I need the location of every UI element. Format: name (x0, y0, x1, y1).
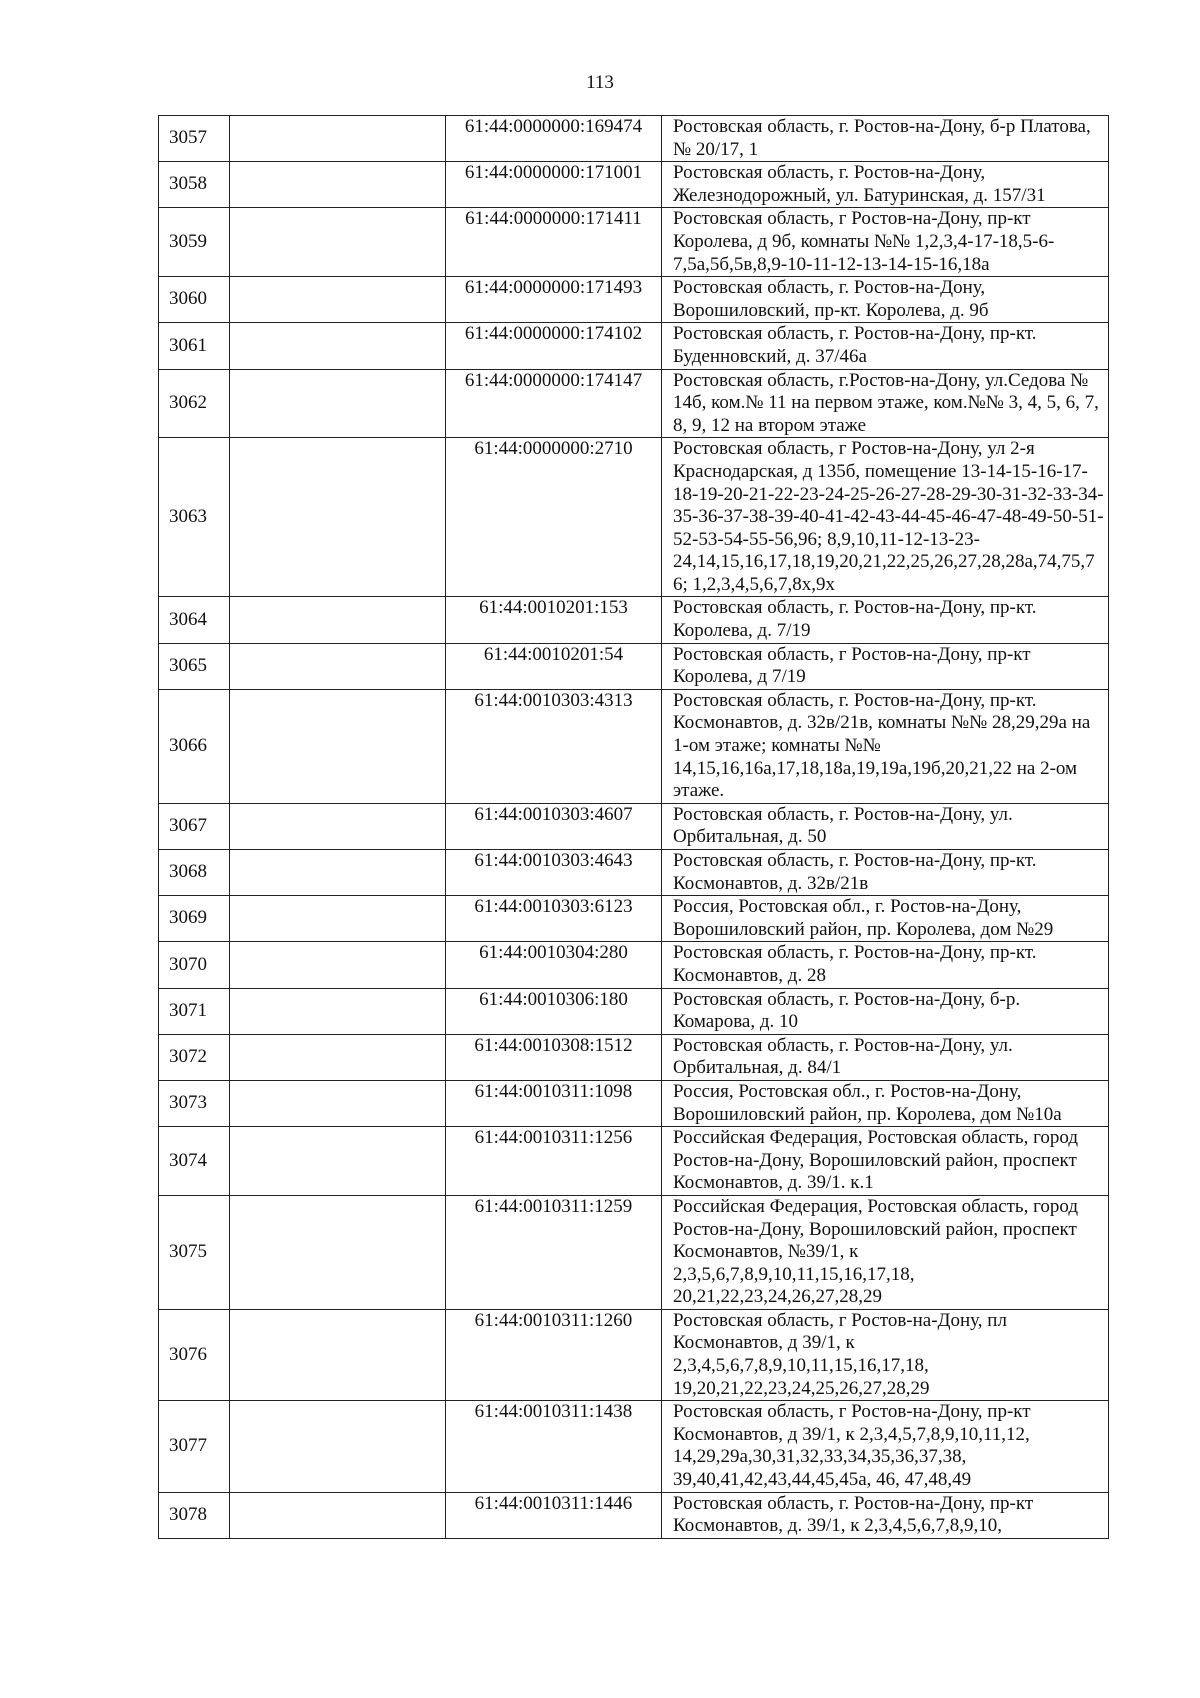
empty-cell (230, 369, 446, 438)
table-row (159, 1401, 1109, 1492)
address-cell: Ростовская область, г. Ростов-на-Дону, б-р. Комарова, д. 10 (662, 988, 1109, 1034)
row-number-cell: 3066 (159, 689, 230, 803)
address-cell: Россия, Ростовская обл., г. Ростов-на-Дону, Ворошиловский район, пр. Королева, дом №10а (662, 1080, 1109, 1126)
cadastral-number-cell: 61:44:0010304:280 (446, 942, 662, 988)
cadastral-number-cell: 61:44:0010303:6123 (446, 896, 662, 942)
table-row (159, 1195, 1109, 1309)
empty-cell (230, 208, 446, 277)
row-number-cell: 3067 (159, 803, 230, 849)
empty-cell (230, 803, 446, 849)
cadastral-number-cell: 61:44:0010201:54 (446, 643, 662, 689)
empty-cell (230, 1080, 446, 1126)
empty-cell (230, 1309, 446, 1400)
table-row (159, 850, 1109, 896)
registry-table (158, 115, 1109, 1539)
table-row (159, 1492, 1109, 1538)
empty-cell (230, 323, 446, 369)
table-row (159, 1034, 1109, 1080)
empty-cell (230, 438, 446, 597)
table-row (159, 896, 1109, 942)
address-cell: Ростовская область, г. Ростов-на-Дону, Железнодорожный, ул. Батуринская, д. 157/31 (662, 162, 1109, 208)
empty-cell (230, 1492, 446, 1538)
table-row (159, 597, 1109, 643)
address-cell: Ростовская область, г. Ростов-на-Дону, Ворошиловский, пр-кт. Королева, д. 9б (662, 277, 1109, 323)
row-number-cell: 3073 (159, 1080, 230, 1126)
table-row (159, 988, 1109, 1034)
cadastral-number-cell: 61:44:0010311:1438 (446, 1401, 662, 1492)
empty-cell (230, 689, 446, 803)
cadastral-number-cell: 61:44:0000000:174147 (446, 369, 662, 438)
address-cell: Ростовская область, г. Ростов-на-Дону, пр-кт. Буденновский, д. 37/46а (662, 323, 1109, 369)
page-number: 113 (586, 72, 614, 93)
cadastral-number-cell: 61:44:0010303:4313 (446, 689, 662, 803)
cadastral-number-cell: 61:44:0010311:1446 (446, 1492, 662, 1538)
address-cell: Ростовская область, г Ростов-на-Дону, пр-кт Королева, д 7/19 (662, 643, 1109, 689)
address-cell: Ростовская область, г. Ростов-на-Дону, ул. Орбитальная, д. 84/1 (662, 1034, 1109, 1080)
address-cell: Ростовская область, г Ростов-на-Дону, пл Космонавтов, д 39/1, к 2,3,4,5,6,7,8,9,10,11,15,16,17,18, 19,20,21,22,23,24,25,26,27,28,29 (662, 1309, 1109, 1400)
row-number-cell: 3070 (159, 942, 230, 988)
address-cell: Российская Федерация, Ростовская область, город Ростов-на-Дону, Ворошиловский район, проспект Космонавтов, №39/1, к 2,3,5,6,7,8,9,10,11,15,16,17,18, 20,21,22,23,24,26,27,28,29 (662, 1195, 1109, 1309)
cadastral-number-cell: 61:44:0010311:1256 (446, 1127, 662, 1196)
table-row (159, 162, 1109, 208)
table-row (159, 1080, 1109, 1126)
address-cell: Ростовская область, г Ростов-на-Дону, пр-кт Космонавтов, д 39/1, к 2,3,4,5,7,8,9,10,11,12, 14,29,29а,30,31,32,33,34,35,36,37,38, 39,40,41,42,43,44,45,45а, 46, 47,48,49 (662, 1401, 1109, 1492)
address-cell: Ростовская область, г. Ростов-на-Дону, пр-кт Космонавтов, д. 39/1, к 2,3,4,5,6,7,8,9,10, (662, 1492, 1109, 1538)
table-row (159, 277, 1109, 323)
address-cell: Ростовская область, г Ростов-на-Дону, пр-кт Королева, д 9б, комнаты №№ 1,2,3,4-17-18,5-6-7,5а,5б,5в,8,9-10-11-12-13-14-15-16,18а (662, 208, 1109, 277)
table-row (159, 208, 1109, 277)
row-number-cell: 3061 (159, 323, 230, 369)
address-cell: Российская Федерация, Ростовская область, город Ростов-на-Дону, Ворошиловский район, проспект Космонавтов, д. 39/1. к.1 (662, 1127, 1109, 1196)
empty-cell (230, 643, 446, 689)
row-number-cell: 3059 (159, 208, 230, 277)
address-cell: Ростовская область, г. Ростов-на-Дону, пр-кт. Космонавтов, д. 28 (662, 942, 1109, 988)
row-number-cell: 3069 (159, 896, 230, 942)
address-cell: Ростовская область, г Ростов-на-Дону, ул 2-я Краснодарская, д 135б, помещение 13-14-15-16-17-18-19-20-21-22-23-24-25-26-27-28-29-30-31-32-33-34-35-36-37-38-39-40-41-42-43-44-45-46-47-48-49-50-51-52-53-54-55-56,96; 8,9,10,11-12-13-23-24,14,15,16,17,18,19,20,21,22,25,26,27,28,28а,74,75,76; 1,2,3,4,5,6,7,8х,9х (662, 438, 1109, 597)
empty-cell (230, 1127, 446, 1196)
row-number-cell: 3078 (159, 1492, 230, 1538)
table-row (159, 1309, 1109, 1400)
row-number-cell: 3063 (159, 438, 230, 597)
cadastral-number-cell: 61:44:0000000:171001 (446, 162, 662, 208)
address-cell: Ростовская область, г.Ростов-на-Дону, ул.Седова № 14б, ком.№ 11 на первом этаже, ком.№№ 3, 4, 5, 6, 7, 8, 9, 12 на втором этаже (662, 369, 1109, 438)
table-row (159, 323, 1109, 369)
cadastral-number-cell: 61:44:0010201:153 (446, 597, 662, 643)
cadastral-number-cell: 61:44:0010303:4643 (446, 850, 662, 896)
empty-cell (230, 116, 446, 162)
address-cell: Ростовская область, г. Ростов-на-Дону, пр-кт. Королева, д. 7/19 (662, 597, 1109, 643)
cadastral-number-cell: 61:44:0010311:1098 (446, 1080, 662, 1126)
table-row (159, 643, 1109, 689)
cadastral-number-cell: 61:44:0010303:4607 (446, 803, 662, 849)
row-number-cell: 3068 (159, 850, 230, 896)
address-cell: Ростовская область, г. Ростов-на-Дону, пр-кт. Космонавтов, д. 32в/21в, комнаты №№ 28,29,29а на 1-ом этаже; комнаты №№ 14,15,16,16а,17,18,18а,19,19а,19б,20,21,22 на 2-ом этаже. (662, 689, 1109, 803)
cadastral-number-cell: 61:44:0000000:169474 (446, 116, 662, 162)
row-number-cell: 3057 (159, 116, 230, 162)
row-number-cell: 3075 (159, 1195, 230, 1309)
empty-cell (230, 942, 446, 988)
row-number-cell: 3065 (159, 643, 230, 689)
row-number-cell: 3072 (159, 1034, 230, 1080)
cadastral-number-cell: 61:44:0000000:174102 (446, 323, 662, 369)
row-number-cell: 3074 (159, 1127, 230, 1196)
cadastral-number-cell: 61:44:0010306:180 (446, 988, 662, 1034)
empty-cell (230, 597, 446, 643)
registry-table-body (159, 116, 1109, 1539)
row-number-cell: 3076 (159, 1309, 230, 1400)
empty-cell (230, 988, 446, 1034)
table-row (159, 369, 1109, 438)
table-row (159, 438, 1109, 597)
table-row (159, 116, 1109, 162)
table-row (159, 1127, 1109, 1196)
cadastral-number-cell: 61:44:0010311:1259 (446, 1195, 662, 1309)
address-cell: Ростовская область, г. Ростов-на-Дону, пр-кт. Космонавтов, д. 32в/21в (662, 850, 1109, 896)
row-number-cell: 3077 (159, 1401, 230, 1492)
empty-cell (230, 1195, 446, 1309)
empty-cell (230, 277, 446, 323)
empty-cell (230, 162, 446, 208)
table-row (159, 689, 1109, 803)
address-cell: Ростовская область, г. Ростов-на-Дону, ул. Орбитальная, д. 50 (662, 803, 1109, 849)
row-number-cell: 3062 (159, 369, 230, 438)
cadastral-number-cell: 61:44:0000000:171411 (446, 208, 662, 277)
table-row (159, 803, 1109, 849)
cadastral-number-cell: 61:44:0010311:1260 (446, 1309, 662, 1400)
address-cell: Россия, Ростовская обл., г. Ростов-на-Дону, Ворошиловский район, пр. Королева, дом №29 (662, 896, 1109, 942)
row-number-cell: 3060 (159, 277, 230, 323)
address-cell: Ростовская область, г. Ростов-на-Дону, б-р Платова, № 20/17, 1 (662, 116, 1109, 162)
empty-cell (230, 1034, 446, 1080)
cadastral-number-cell: 61:44:0010308:1512 (446, 1034, 662, 1080)
empty-cell (230, 896, 446, 942)
row-number-cell: 3058 (159, 162, 230, 208)
cadastral-number-cell: 61:44:0000000:171493 (446, 277, 662, 323)
table-row (159, 942, 1109, 988)
empty-cell (230, 850, 446, 896)
row-number-cell: 3071 (159, 988, 230, 1034)
cadastral-number-cell: 61:44:0000000:2710 (446, 438, 662, 597)
row-number-cell: 3064 (159, 597, 230, 643)
empty-cell (230, 1401, 446, 1492)
